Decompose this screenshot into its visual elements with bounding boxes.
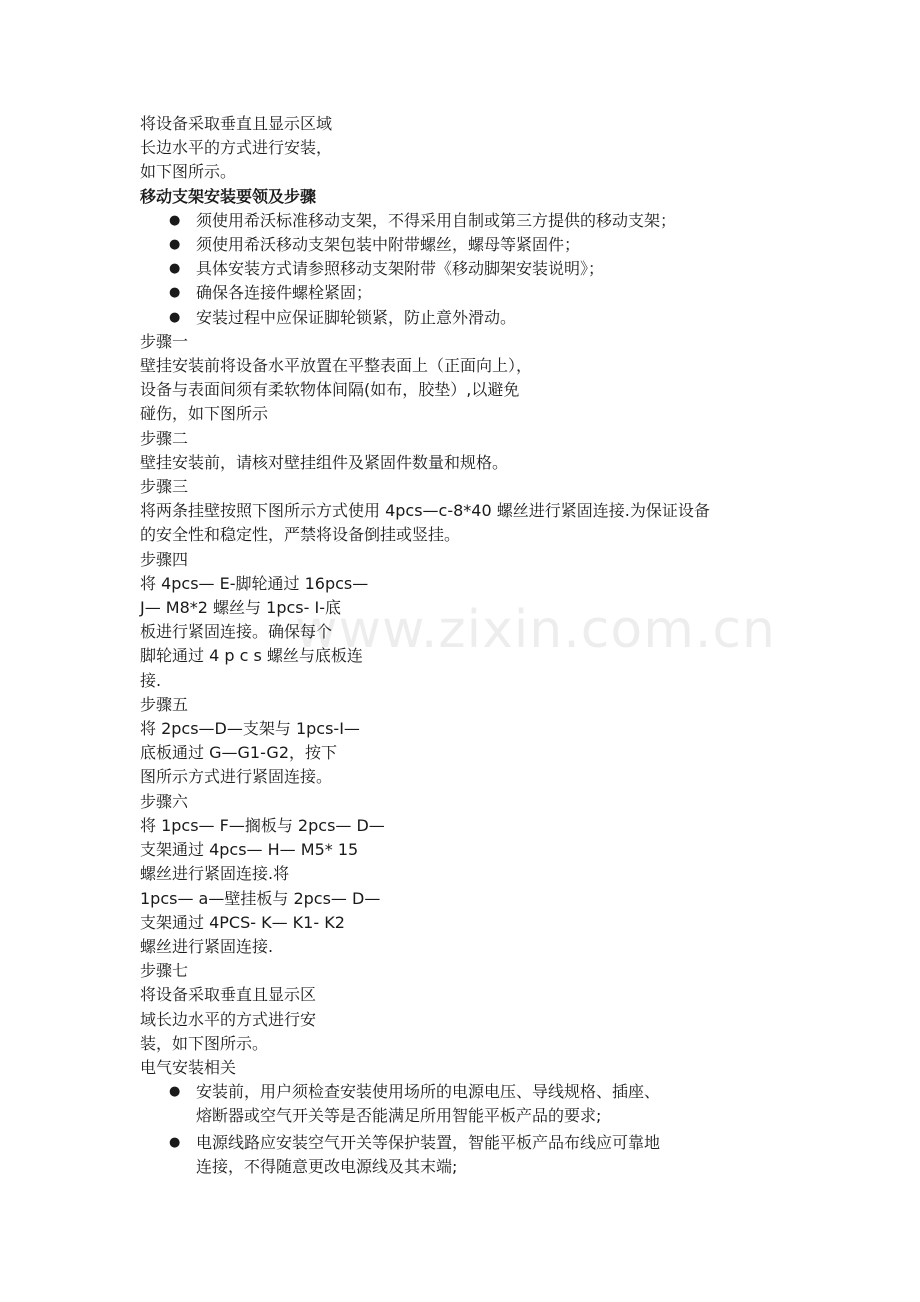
step-6 bbox=[140, 790, 800, 959]
list-item bbox=[140, 1131, 800, 1179]
step-line: 图所示方式进行紧固连接。 bbox=[140, 767, 333, 787]
step-line: 将设备采取垂直且显示区 bbox=[140, 985, 317, 1005]
step-line: 碰伤，如下图所示 bbox=[140, 404, 269, 424]
step-7 bbox=[140, 959, 800, 1056]
list-item bbox=[140, 233, 800, 257]
step-1 bbox=[140, 330, 800, 427]
step-line: 域长边水平的方式进行安 bbox=[140, 1009, 317, 1029]
list-item-text: 熔断器或空气开关等是否能满足所用智能平板产品的要求; bbox=[196, 1106, 602, 1126]
step-4 bbox=[140, 548, 800, 693]
step-line: 接. bbox=[140, 670, 162, 690]
list-item-text: 具体安装方式请参照移动支架附带《移动脚架安装说明》； bbox=[196, 259, 605, 279]
step-line: 将 4pcs— E-脚轮通过 16pcs— bbox=[140, 573, 369, 593]
list-item bbox=[140, 1080, 800, 1128]
step-line: 脚轮通过 4 p c s 螺丝与底板连 bbox=[140, 646, 363, 666]
watermark: www.zixin.com.cn bbox=[295, 600, 776, 660]
electrical-list bbox=[140, 1080, 800, 1179]
step-line: 壁挂安装前，请核对壁挂组件及紧固件数量和规格。 bbox=[140, 452, 509, 472]
step-line: 将两条挂壁按照下图所示方式使用 4pcs—c-8*40 螺丝进行紧固连接.为保证设备 bbox=[140, 501, 710, 521]
step-line: 支架通过 4pcs— H— M5* 15 bbox=[140, 840, 359, 860]
bullet-icon: ● bbox=[169, 1084, 181, 1100]
step-line: 将 1pcs— F—搁板与 2pcs— D— bbox=[140, 815, 385, 835]
mobile-stand-list bbox=[140, 209, 800, 330]
list-item-text: 须使用希沃标准移动支架，不得采用自制或第三方提供的移动支架； bbox=[196, 210, 677, 230]
step-line: 螺丝进行紧固连接.将 bbox=[140, 864, 290, 884]
step-title: 步骤六 bbox=[140, 791, 189, 811]
bullet-icon: ● bbox=[169, 1134, 181, 1150]
step-title: 步骤一 bbox=[140, 331, 189, 351]
intro-paragraph bbox=[140, 112, 800, 185]
document-body bbox=[140, 112, 800, 1181]
bullet-icon: ● bbox=[169, 285, 181, 301]
intro-line: 如下图所示。 bbox=[140, 162, 237, 182]
list-item-text: 连接，不得随意更改电源线及其末端; bbox=[196, 1156, 458, 1176]
intro-line: 长边水平的方式进行安装， bbox=[140, 138, 333, 158]
mobile-stand-heading: 移动支架安装要领及步骤 bbox=[140, 186, 317, 206]
list-item-text: 须使用希沃移动支架包装中附带螺丝，螺母等紧固件； bbox=[196, 235, 581, 255]
step-line: 设备与表面间须有柔软物体间隔(如布，胶垫）,以避免 bbox=[140, 380, 520, 400]
list-item bbox=[140, 306, 800, 330]
step-line: 板进行紧固连接。确保每个 bbox=[140, 622, 333, 642]
list-item bbox=[140, 281, 800, 305]
step-title: 步骤四 bbox=[140, 549, 189, 569]
step-line: 的安全性和稳定性，严禁将设备倒挂或竖挂。 bbox=[140, 525, 461, 545]
list-item-text: 电源线路应安装空气开关等保护装置，智能平板产品布线应可靠地 bbox=[196, 1132, 661, 1152]
step-line: 壁挂安装前将设备水平放置在平整表面上（正面向上）， bbox=[140, 356, 533, 376]
step-line: J— M8*2 螺丝与 1pcs- I-底 bbox=[140, 598, 341, 618]
step-title: 步骤三 bbox=[140, 477, 189, 497]
bullet-icon: ● bbox=[169, 309, 181, 325]
step-title: 步骤七 bbox=[140, 961, 189, 981]
step-title: 步骤五 bbox=[140, 694, 189, 714]
step-line: 底板通过 G—G1-G2，按下 bbox=[140, 743, 338, 763]
bullet-icon: ● bbox=[169, 261, 181, 277]
list-item-text: 安装前，用户须检查安装使用场所的电源电压、导线规格、插座、 bbox=[196, 1082, 661, 1102]
step-line: 装，如下图所示。 bbox=[140, 1033, 269, 1053]
step-5 bbox=[140, 693, 800, 790]
step-3 bbox=[140, 475, 800, 548]
step-line: 1pcs— a—壁挂板与 2pcs— D— bbox=[140, 888, 381, 908]
bullet-icon: ● bbox=[169, 237, 181, 253]
list-item-text: 确保各连接件螺栓紧固； bbox=[196, 283, 373, 303]
bullet-icon: ● bbox=[169, 212, 181, 228]
step-title: 步骤二 bbox=[140, 428, 189, 448]
step-2 bbox=[140, 427, 800, 475]
list-item bbox=[140, 257, 800, 281]
electrical-heading: 电气安装相关 bbox=[140, 1057, 237, 1077]
list-item-text: 安装过程中应保证脚轮锁紧，防止意外滑动。 bbox=[196, 307, 517, 327]
step-line: 支架通过 4PCS- K— K1- K2 bbox=[140, 912, 345, 932]
step-line: 将 2pcs—D—支架与 1pcs-I— bbox=[140, 719, 360, 739]
step-line: 螺丝进行紧固连接. bbox=[140, 936, 274, 956]
list-item bbox=[140, 209, 800, 233]
intro-line: 将设备采取垂直且显示区域 bbox=[140, 114, 333, 133]
